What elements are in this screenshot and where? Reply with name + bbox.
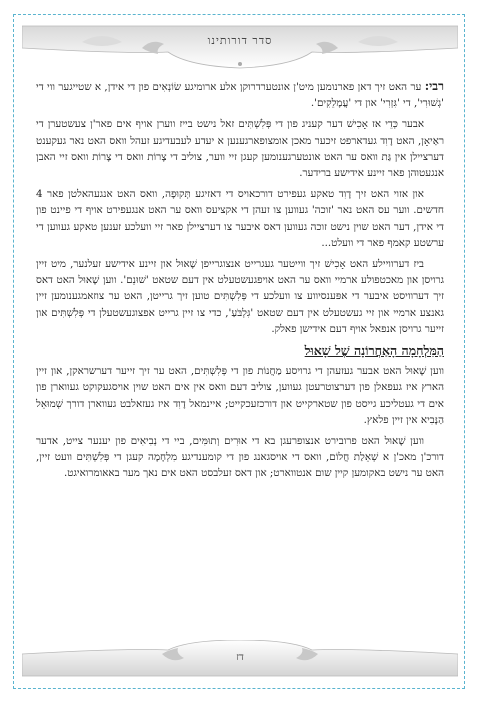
page-header	[22, 22, 458, 78]
speaker-label: רבי:	[424, 79, 444, 93]
page-footer	[22, 640, 458, 680]
paragraph-4: ביז דערוויילע האט אָכִישׁ זיך ווייטער געגרייט אנצוגרייפן שָׁאוּל און זיינע אידישע זעלנער, מיט זיין גרויסן און מאכטפולע ארמיי וואס ער האט אויפגעשטעלט אין דעם שטאט 'שׁוּנֵם'. ווען שָׁאוּל האט דאס זיך דערוויסט איבער די אפּענסיווע צו וועלכע די פְּלִשְׁתִּים טוען זיך גרייטן, האט ער צוזאמגענומען זיין גאנצע ארמיי און זיי געשטעלט אין דעם שטאט 'גִּלְבֹּעַ', כדי צו זיין גרייט אפצוגעשטעלן די פְּלִשְׁתִּים און זייער גרויסן אנפאל אויף דעם אידישן פאלק.	[36, 258, 444, 335]
section-paragraph-1: ווען שָׁאוּל האט אבער געזעהן די גרויסע מַחֲנוֹת פון די פְּלִשְׁתִּים, האט ער זיך זייער דערשראקן, און זיין הארץ איז געפאלן פון דערצוטרעטן געווען, צוליב דעם וואס אין אים האט שוין אויסגעקוקט געווארן פון אים די געטליכע גייסט פון שטארקייט און דורכזעכקייט; איינמאל דָוִד איז געזאלבט געווארן דורך שְׁמוּאֵל הַנָּבִיא אין זיין פלאץ.	[36, 365, 444, 426]
section-heading: הַמִּלְחָמָה הָאַחֲרוֹנָה שֶׁל שָׁאוּל	[304, 343, 444, 359]
paragraph-1-text: ער האט זיך דאן פארנומען מיט'ן אונטערדרוקן אלע ארומיגע שׂוֹנְאִים פון די אידן, א שטייגער ווי די 'גְשׁוּרִי', די 'גִּזְרִי' און די 'עֲמָלֵקִים'.	[36, 81, 444, 110]
header-ornament	[22, 22, 458, 78]
paragraph-2: אבער כְּדֵי אז אָכִישׁ דער קעניג פון די פְּלִשְׁתִּים זאל נישט בייז ווערן אויף אים פאר'ן צעשטערן די ראַיאָן, האט דָוִד געדארפט זיכער מאכן אומצופארגענען א יעדע לעבעדיגע זעהל וואס האט נאר געקענט דערציילן אין גַּת וואס ער האט אונטערגענומען קעגן זיי ווער, צוליב די צָרוֹת וואס די צָרוֹת וואס זיי האבן אנגעטוהן פאר זיינע אידישע ברידער.	[36, 118, 444, 180]
paragraph-1	[36, 78, 444, 111]
page-content	[36, 78, 444, 487]
paragraph-3: און אזוי האט זיך דָוִד טאקע געפירט דורכאויס די דאזיגע תְּקוּפָה, וואס האט אנגעהאלטן פאר 4 חדשים. ווער עס האט נאר 'זוכה' געווען צו זעהן די אקציעס וואס ער האט אנגעפירט אויף די פיינט פון די אידן, דער האט שוין נישט זוכה געווען דאס איבער צו דערציילן פאר זיי וועלכע זענען טאקע געווען די ערשטע קאמף פאר די וועלט...	[36, 188, 444, 249]
section-paragraph-2: ווען שָׁאוּל האט פרובירט אנצופרעגן בא די אוּרִים וְתוּמִּים, ביי די נְבִיאִים פון יענער צייט, אדער דורכ'ן מאכ'ן א שְׁאֵלַת חֲלוֹם, וואס די אויסגאנג פון די קומענדיגע מִלְחָמָה קעגן די פְּלִשְׁתִּים וועט זיין, האט ער נישט באקומען קיין שום אנטווארט; און דאס זעלבסט האט אים נאך מער באאומרואיגט.	[36, 435, 444, 480]
running-header-title: סדר דורותינו	[207, 34, 273, 47]
page-number: דז	[236, 652, 244, 663]
